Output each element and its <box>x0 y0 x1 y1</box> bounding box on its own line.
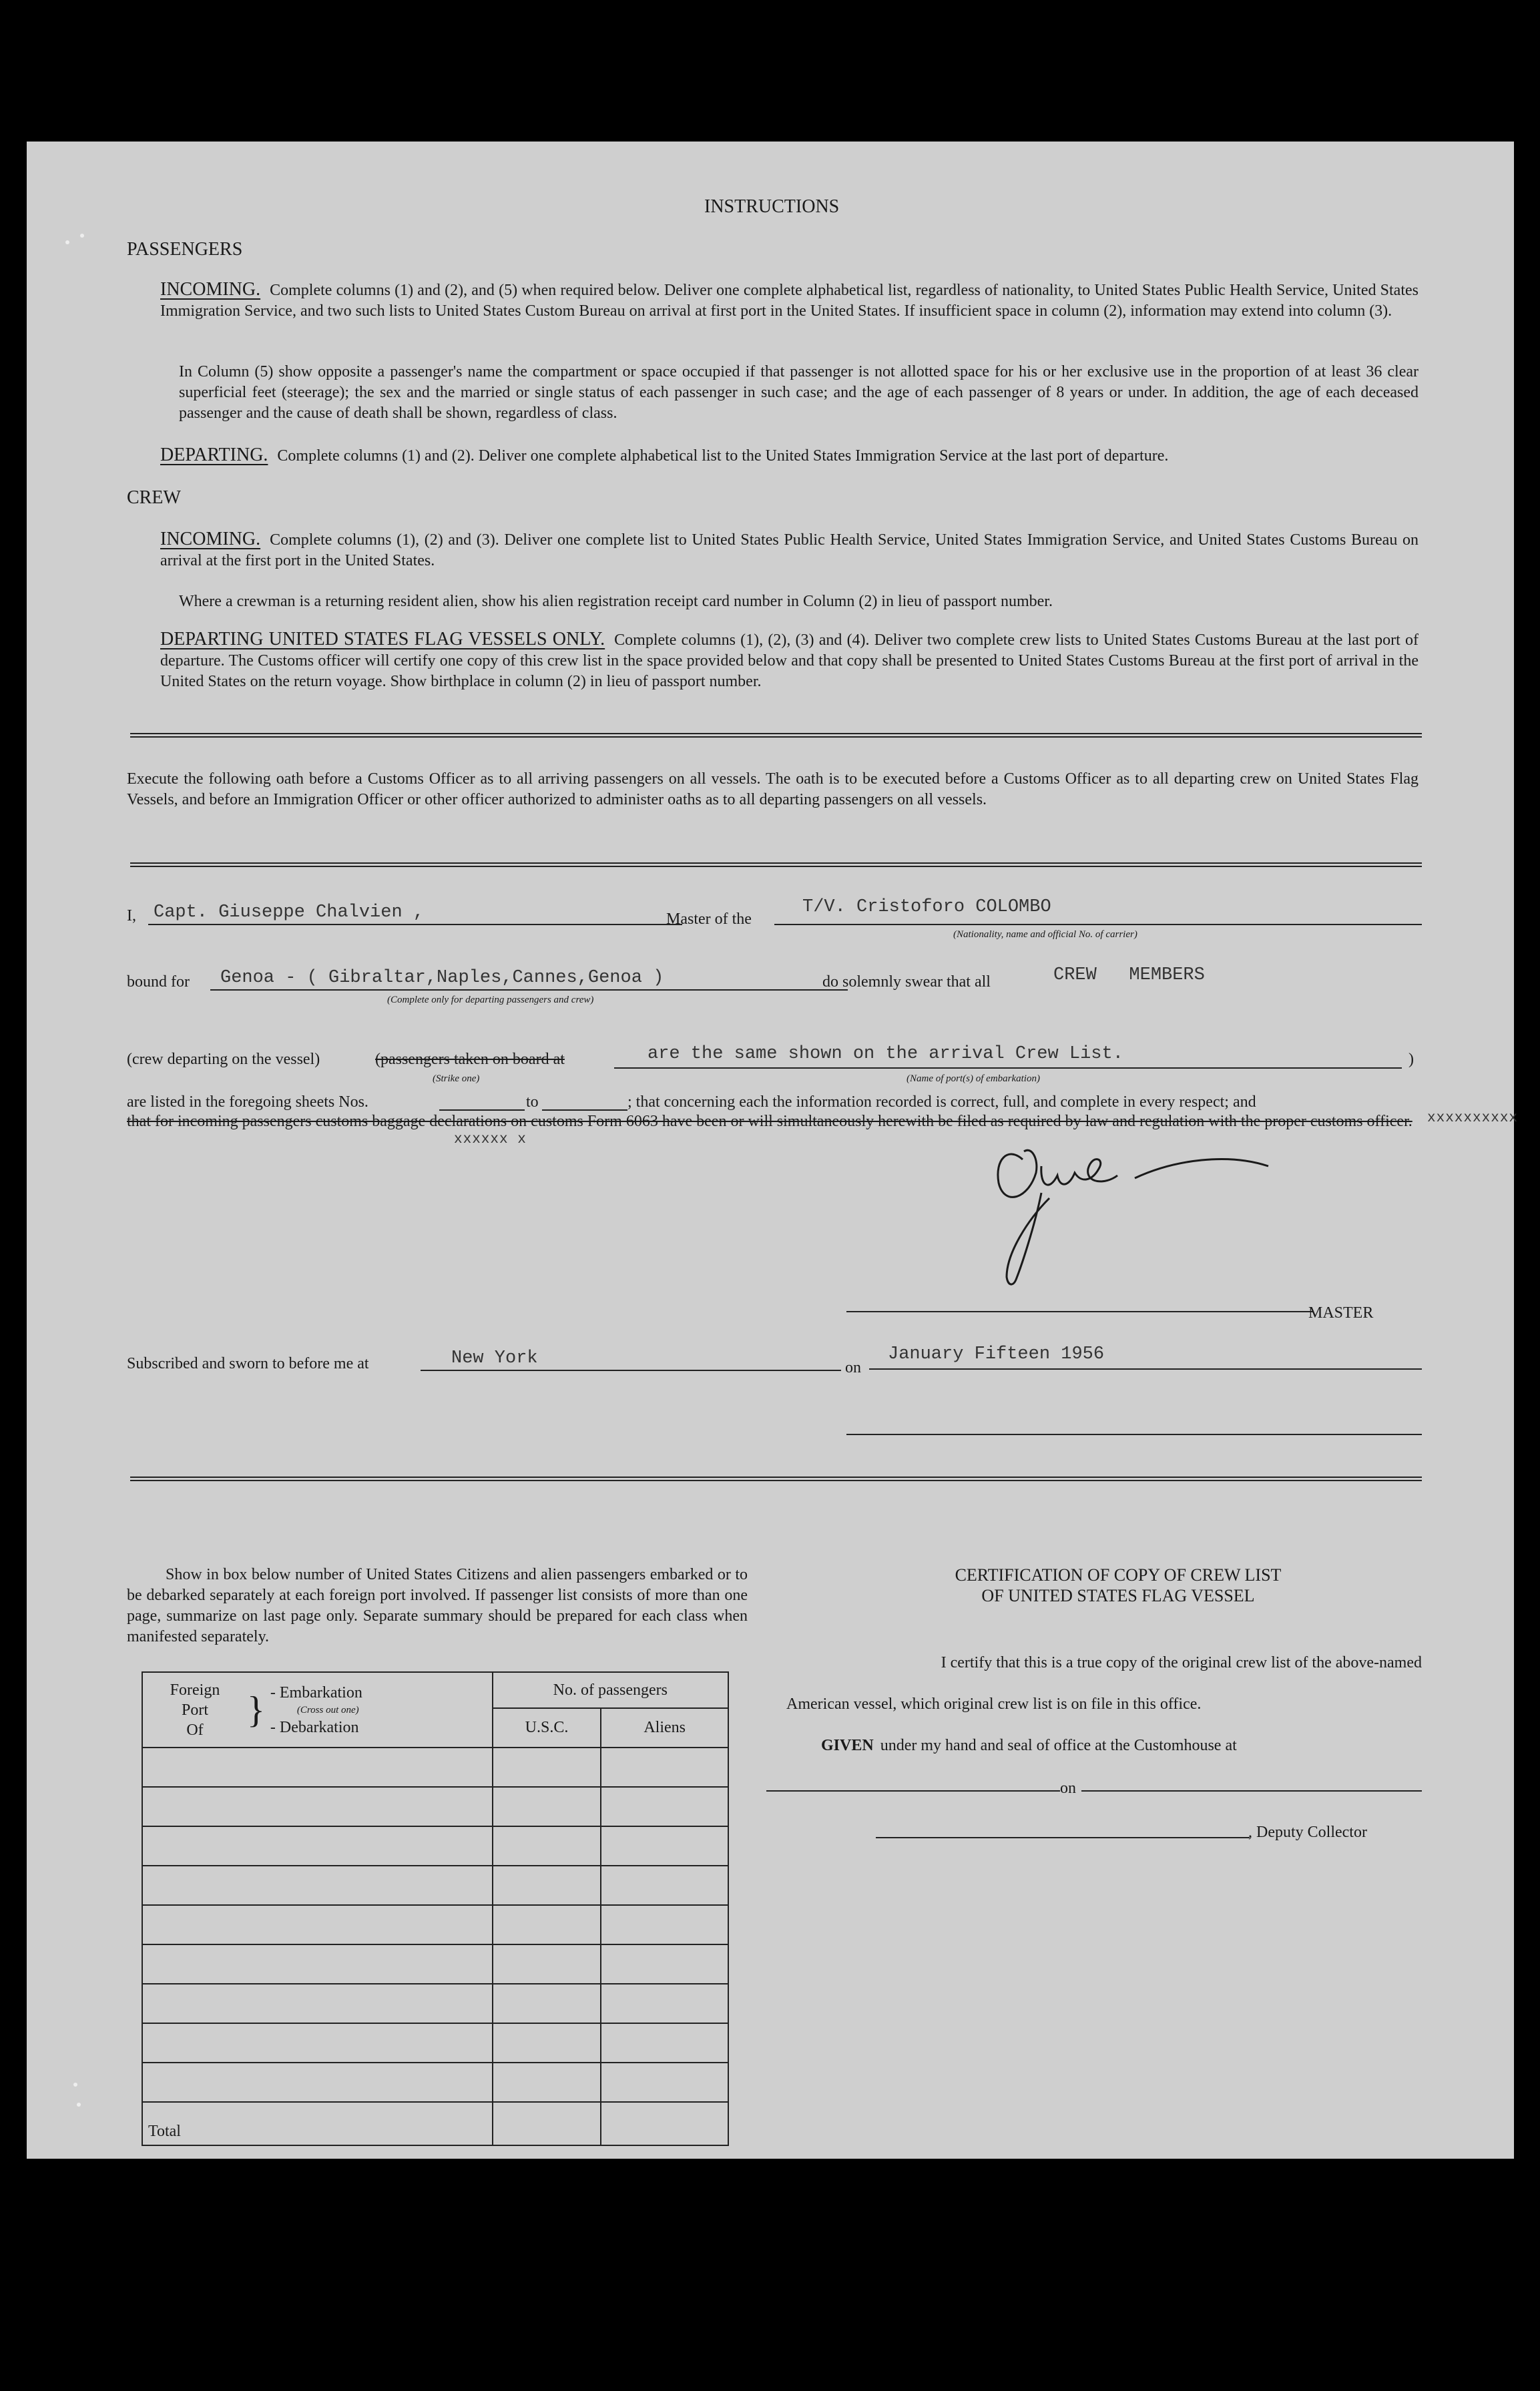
crew-heading: CREW <box>127 487 181 508</box>
foreign-port-header <box>142 1672 493 1748</box>
given-paragraph <box>821 1736 1237 1756</box>
oath-intro: Execute the following oath before a Customs Officer as to all arriving passengers on all vessels. The oath is to be executed before a Customs Officer as to all departing crew on United States Flag Vessels, and before an Immigration Officer or other officer authorized to administer oaths as to all departing passengers on all vessels. <box>127 770 1419 808</box>
listed-rest: ; that concerning each the information recorded is correct, full, and complete in every respect; and <box>627 1093 1256 1111</box>
table-row <box>142 1826 728 1866</box>
passenger-summary-table <box>142 1671 729 2146</box>
usc-header: U.S.C. <box>493 1708 601 1748</box>
incoming-text: Complete columns (1) and (2), and (5) when required below. Deliver one complete alphabetical list, regardless of nationality, to United States Public Health Service, United States Immigration Service, and two such lists to United States Custom Bureau on arrival at first port in the United States. If insufficient space in column (2), information may extend into column (3). <box>160 282 1419 320</box>
table-row <box>142 1787 728 1826</box>
passengers-column5-paragraph: In Column (5) show opposite a passenger's name the compartment or space occupied if that passenger is not allotted space for his or her exclusive use in the proportion of at least 36 clear superficial feet (steerage); the sex and the married or single status of each passenger in such case; and the age of each passenger of 8 years or under. In addition, the age of each deceased passenger and the cause of death shall be shown, regardless of class. <box>179 363 1419 422</box>
vessel-caption: (Nationality, name and official No. of carrier) <box>953 929 1137 940</box>
officer-signature-line <box>846 1434 1422 1435</box>
certification-title-line2: OF UNITED STATES FLAG VESSEL <box>981 1586 1255 1605</box>
customhouse-line <box>766 1790 1060 1792</box>
x-marks-right: xxxxxxxxxx <box>1427 1111 1519 1126</box>
table-row <box>142 1866 728 1905</box>
crew-incoming-label: INCOMING. <box>160 529 261 549</box>
no-passengers-header: No. of passengers <box>493 1672 728 1708</box>
sheet-to-line <box>542 1109 627 1111</box>
certification-line1: I certify that this is a true copy of the original crew list of the above-named <box>941 1654 1422 1671</box>
film-speck <box>80 234 84 238</box>
certification-line2: American vessel, which original crew list is on file in this office. <box>786 1695 1202 1713</box>
section-divider <box>130 733 1422 738</box>
crew-departing-paragraph <box>160 629 1419 692</box>
ports-line <box>614 1067 1402 1069</box>
table-row <box>142 2063 728 2102</box>
passengers-heading: PASSENGERS <box>127 239 243 260</box>
destination-value: Genoa - ( Gibraltar,Naples,Cannes,Genoa ) <box>220 968 664 988</box>
close-paren: ) <box>1408 1051 1414 1068</box>
form-page <box>27 142 1519 2159</box>
crew-incoming-text: Complete columns (1), (2) and (3). Deliver one complete list to United States Public Health Service, United States Immigration Service, and United States Customs Bureau on arrival at the first port in the United States. <box>160 531 1419 569</box>
aliens-header: Aliens <box>601 1708 728 1748</box>
table-row <box>142 1944 728 1984</box>
master-signature <box>975 1119 1348 1300</box>
passengers-incoming-paragraph <box>160 279 1419 322</box>
to-label: to <box>526 1093 539 1111</box>
oath-divider <box>130 862 1422 867</box>
summary-intro: Show in box below number of United States Citizens and alien passengers embarked or to be debarked separately at each foreign port involved. If passenger list consists of more than one page, summarize on last page only. Separate summary should be prepared for each class when manifested separately. <box>127 1566 748 1645</box>
x-marks: xxxxxx x <box>454 1132 527 1147</box>
master-name-value: Capt. Giuseppe Chalvien , <box>154 902 425 922</box>
of-label: Of <box>186 1721 204 1739</box>
place-value: New York <box>451 1348 538 1368</box>
strike-caption: (Strike one) <box>433 1073 480 1084</box>
table-row <box>142 1748 728 1787</box>
strike-option: (passengers taken on board at <box>375 1051 565 1068</box>
crew-departing-label: DEPARTING UNITED STATES FLAG VESSELS ONLY. <box>160 629 605 649</box>
incoming-label: INCOMING. <box>160 279 261 300</box>
film-speck <box>77 2103 81 2107</box>
cross-out-caption: (Cross out one) <box>296 1704 359 1715</box>
master-label: MASTER <box>1308 1304 1374 1322</box>
sworn-on-label: on <box>845 1359 861 1376</box>
film-speck <box>73 2083 77 2087</box>
crew-departing-text: Complete columns (1), (2), (3) and (4). Deliver two complete crew lists to United States Customs Bureau at the last port of departure. The Customs officer will certify one copy of this crew list in the space provided below and that copy shall be presented to United States Customs Bureau at the first port of arrival in the United States on the return voyage. Show birthplace in column (2) in lieu of passport number. <box>160 631 1419 690</box>
ports-value: are the same shown on the arrival Crew List. <box>648 1044 1123 1064</box>
debarkation-label: - Debarkation <box>270 1718 359 1736</box>
embarkation-label: - Embarkation <box>270 1683 362 1701</box>
destination-caption: (Complete only for departing passengers and crew) <box>387 995 594 1005</box>
deputy-signature-line <box>876 1837 1250 1838</box>
certification-title <box>814 1565 1422 1606</box>
lower-divider <box>130 1477 1422 1481</box>
ports-caption: (Name of port(s) of embarkation) <box>907 1073 1040 1084</box>
vessel-value: T/V. Cristoforo COLOMBO <box>802 897 1051 917</box>
bound-for-label: bound for <box>127 973 190 991</box>
date-value: January Fifteen 1956 <box>888 1344 1105 1364</box>
port-label: Port <box>181 1701 208 1719</box>
instructions-title: INSTRUCTIONS <box>704 196 840 217</box>
film-speck <box>65 240 69 244</box>
table-row <box>142 2023 728 2063</box>
departing-label: DEPARTING. <box>160 445 268 465</box>
master-signature-line <box>846 1311 1314 1312</box>
destination-line <box>210 989 848 991</box>
master-name-line <box>148 924 682 925</box>
i-label: I, <box>127 907 136 924</box>
certification-title-line1: CERTIFICATION OF COPY OF CREW LIST <box>955 1565 1282 1585</box>
foreign-label: Foreign <box>170 1681 220 1699</box>
given-rest: under my hand and seal of office at the Customhouse at <box>880 1737 1237 1754</box>
deputy-collector-label: , Deputy Collector <box>1248 1824 1367 1841</box>
passengers-departing-paragraph <box>160 445 1419 467</box>
subscribed-label: Subscribed and sworn to before me at <box>127 1355 369 1372</box>
swear-label: do solemnly swear that all <box>822 973 991 991</box>
master-of-label: Master of the <box>666 910 752 928</box>
crew-incoming-paragraph <box>160 529 1419 571</box>
certification-date-line <box>1081 1790 1422 1792</box>
crew-departing-label-oath: (crew departing on the vessel) <box>127 1051 320 1068</box>
total-label: Total <box>142 2102 493 2145</box>
swear-value: CREW MEMBERS <box>1053 965 1205 985</box>
brace-glyph: } <box>247 1689 265 1731</box>
place-line <box>421 1370 841 1371</box>
table-row <box>142 1984 728 2023</box>
date-line <box>869 1368 1422 1370</box>
certification-on-label: on <box>1060 1780 1076 1797</box>
departing-text: Complete columns (1) and (2). Deliver one complete alphabetical list to the United States Immigration Service at the last port of departure. <box>277 447 1169 465</box>
listed-label: are listed in the foregoing sheets Nos. <box>127 1093 368 1111</box>
table-row <box>142 1905 728 1944</box>
crew-resident-paragraph: Where a crewman is a returning resident alien, show his alien registration receipt card number in Column (2) in lieu of passport number. <box>179 593 1053 610</box>
sheet-from-line <box>439 1109 525 1111</box>
given-label: GIVEN <box>821 1737 874 1754</box>
vessel-line <box>774 924 1422 925</box>
baggage-declaration-text: that for incoming passengers customs baggage declarations on customs Form 6063 have been or will simultaneously herewith be filed as required by law and regulation with the proper customs officer. <box>127 1113 1413 1130</box>
total-row <box>142 2102 728 2145</box>
